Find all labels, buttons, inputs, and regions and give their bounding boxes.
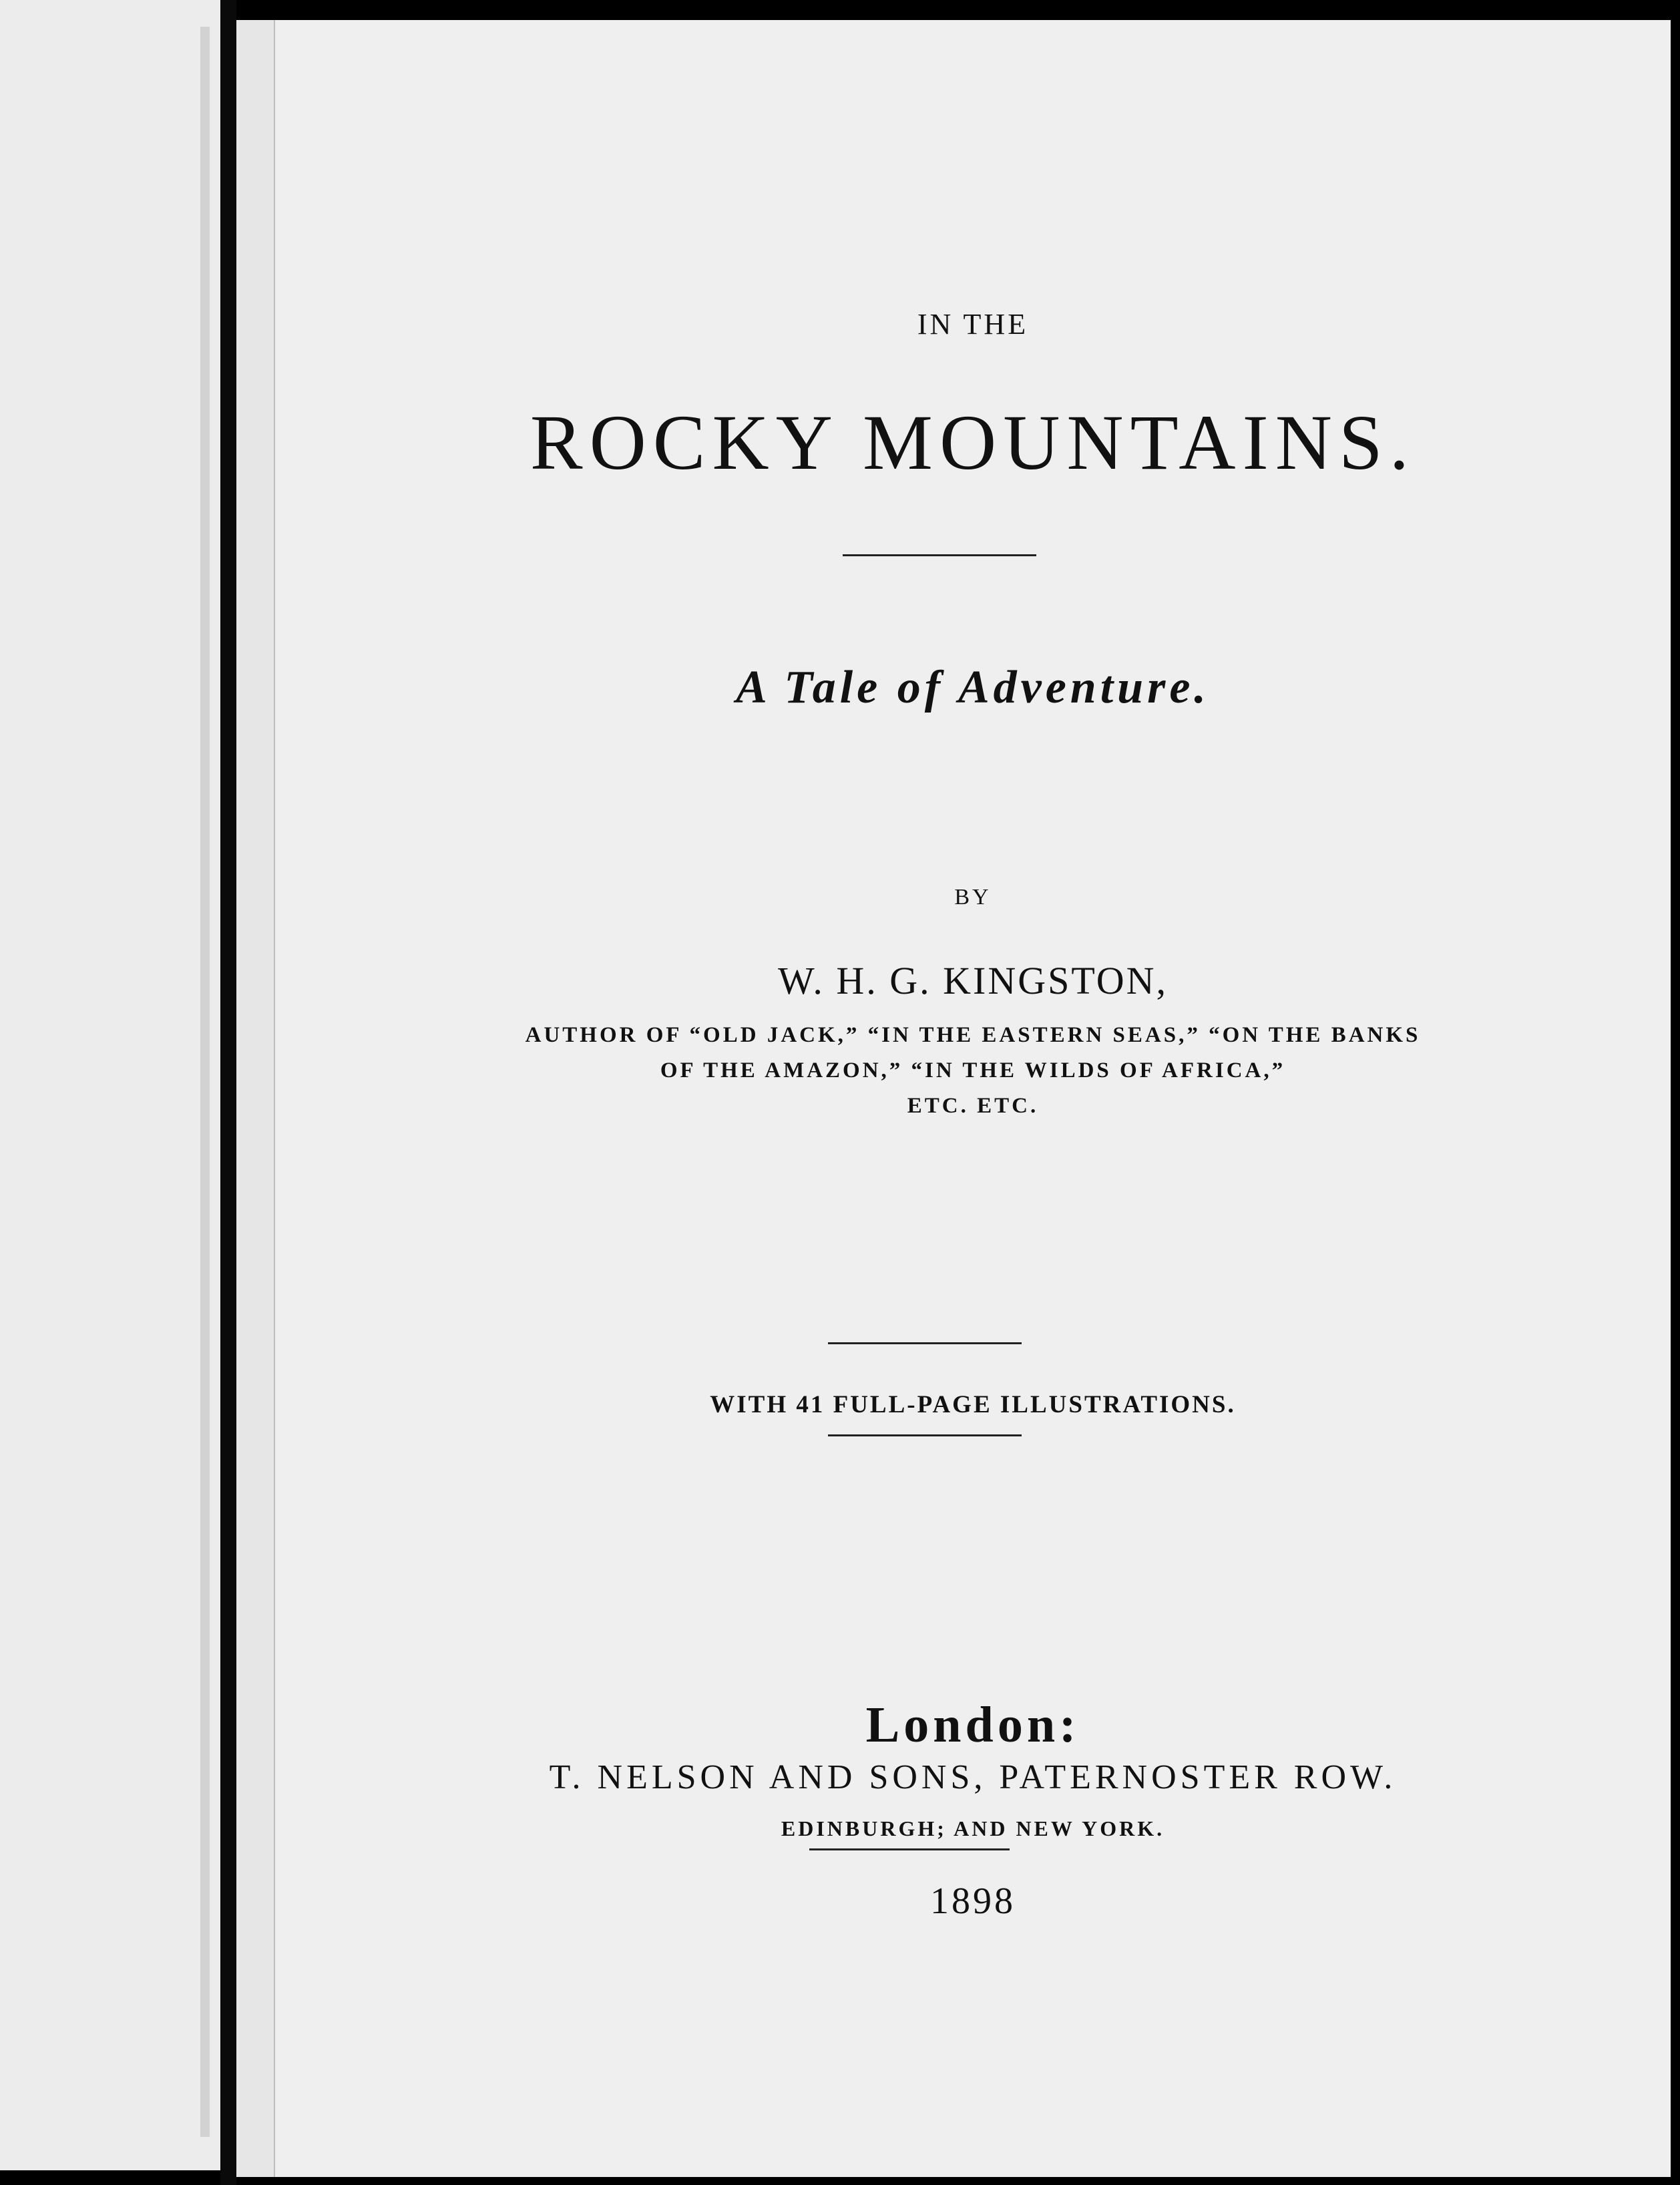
- imprint-place: London:: [865, 1697, 1080, 1753]
- title-prefix: IN THE: [917, 308, 1029, 341]
- book-spine: [220, 0, 236, 2185]
- publisher-cities: EDINBURGH; AND NEW YORK.: [781, 1816, 1165, 1840]
- title-rule: [843, 554, 1036, 556]
- title-page: [275, 20, 1671, 2177]
- by-line: BY: [954, 885, 992, 910]
- imprint-rule: [809, 1848, 1010, 1850]
- binding-edge: [236, 20, 275, 2177]
- author-name: W. H. G. KINGSTON,: [777, 959, 1169, 1002]
- author-works-line-3: ETC. ETC.: [907, 1094, 1039, 1118]
- author-works-line-2: OF THE AMAZON,” “IN THE WILDS OF AFRICA,”: [660, 1058, 1286, 1082]
- left-leaf: [0, 0, 220, 2170]
- illustrations-bottom-rule: [828, 1434, 1022, 1436]
- left-leaf-crease: [200, 27, 210, 2137]
- illustrations-note: WITH 41 FULL-PAGE ILLUSTRATIONS.: [710, 1391, 1236, 1418]
- publisher-name: T. NELSON AND SONS, PATERNOSTER ROW.: [549, 1758, 1397, 1796]
- author-works-line-1: AUTHOR OF “OLD JACK,” “IN THE EASTERN SEAS,” “ON THE BANKS: [525, 1023, 1421, 1047]
- book-subtitle: A Tale of Adventure.: [736, 662, 1210, 713]
- illustrations-top-rule: [828, 1342, 1022, 1344]
- book-title: ROCKY MOUNTAINS.: [530, 399, 1416, 486]
- publication-year: 1898: [930, 1880, 1016, 1922]
